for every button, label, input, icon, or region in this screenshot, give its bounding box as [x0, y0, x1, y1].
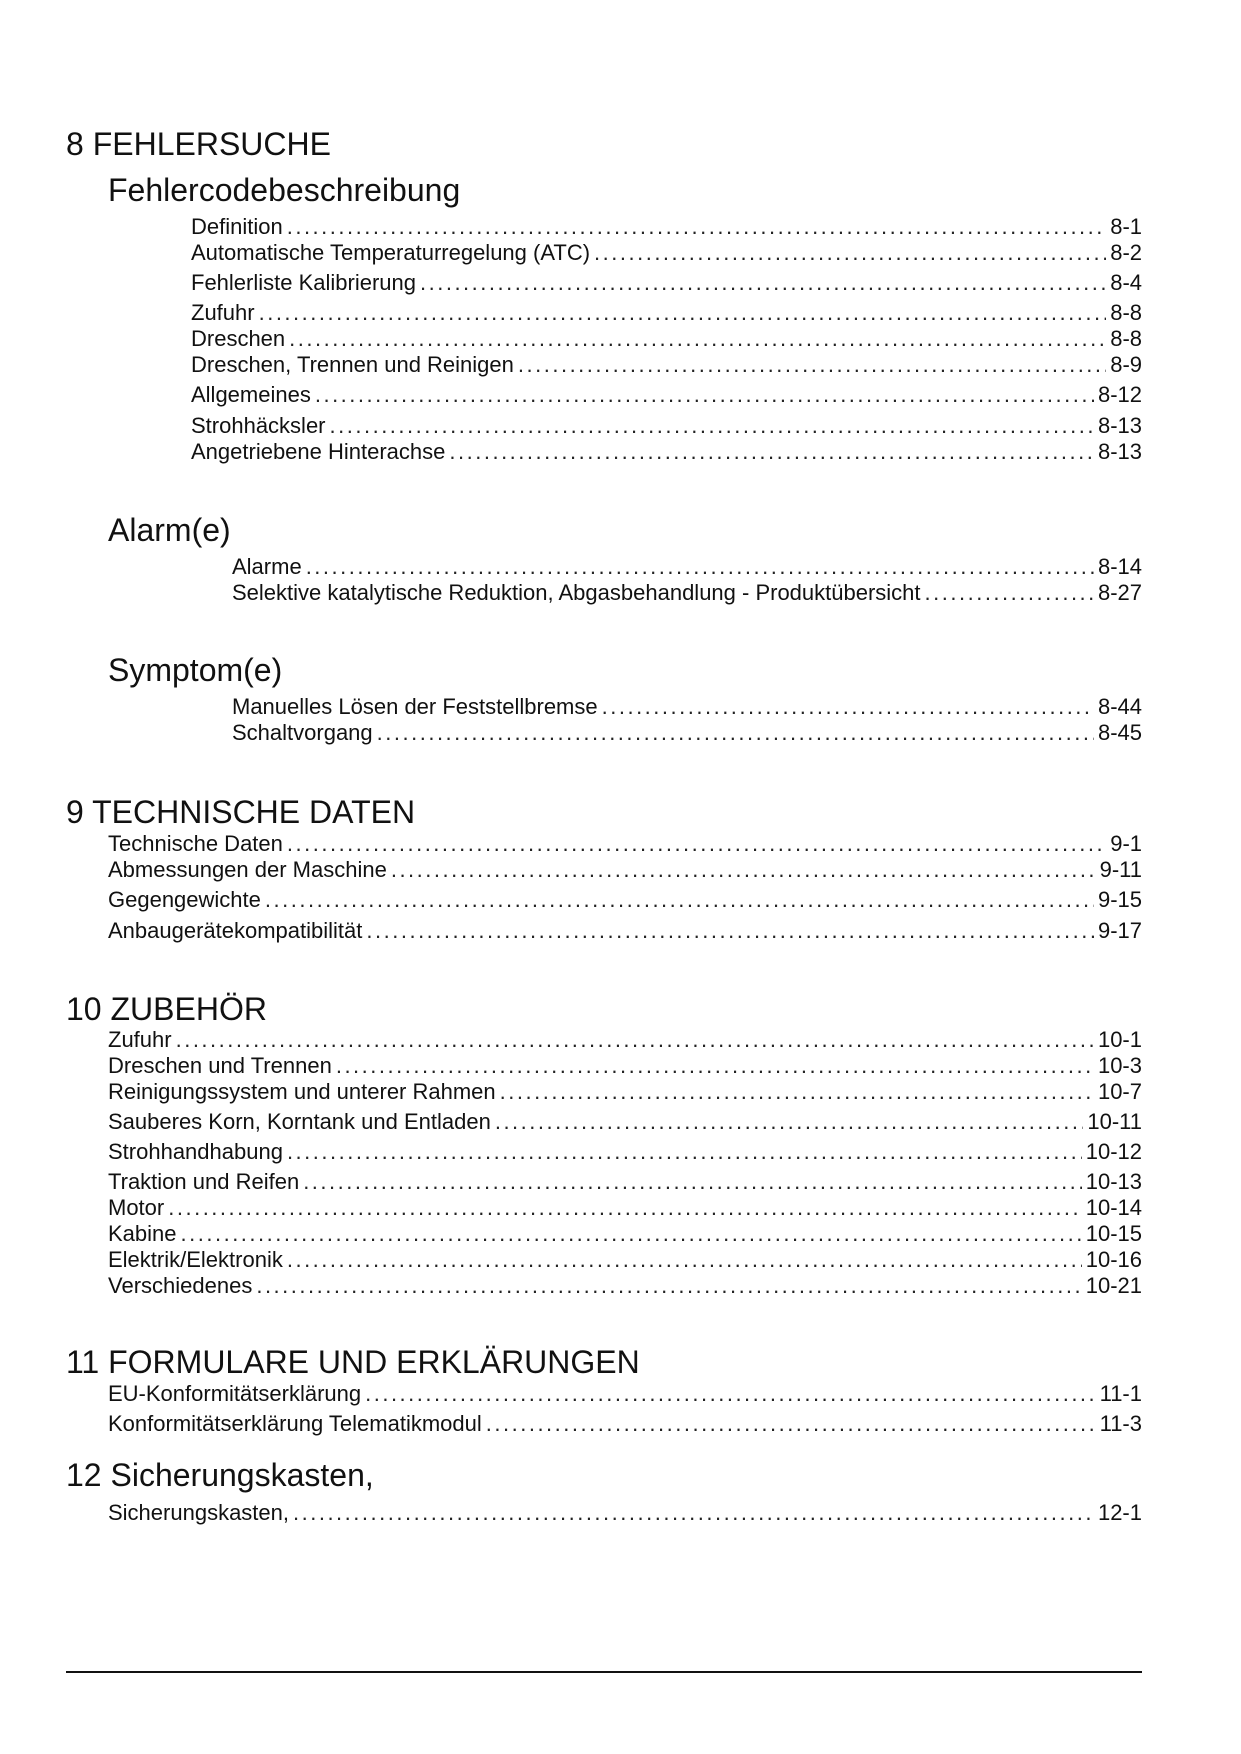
footer-rule	[66, 1671, 1142, 1673]
toc-entry-label: Verschiedenes	[108, 1273, 253, 1298]
toc-entry[interactable]	[108, 1109, 1142, 1135]
toc-entry[interactable]	[191, 214, 1142, 240]
toc-entry[interactable]	[191, 439, 1142, 465]
toc-entry-page: 10-14	[1085, 1195, 1142, 1220]
section-fehlercodebeschreibung-heading: Fehlercodebeschreibung	[108, 172, 461, 208]
toc-entry-label: Angetriebene Hinterachse	[191, 439, 446, 464]
toc-entry-page: 8-8	[1110, 300, 1142, 325]
toc-entry-label: Sicherungskasten,	[108, 1500, 289, 1525]
dot-leader	[176, 1027, 1094, 1053]
dot-leader	[259, 300, 1107, 326]
dot-leader	[303, 1169, 1082, 1195]
toc-entry[interactable]	[191, 352, 1142, 378]
toc-entry-label: Konformitätserklärung Telematikmodul	[108, 1411, 482, 1436]
toc-entry-label: Zufuhr	[108, 1027, 172, 1052]
toc-entry-label: Manuelles Lösen der Feststellbremse	[232, 694, 598, 719]
dot-leader	[365, 1381, 1095, 1407]
section-alarme-heading: Alarm(e)	[108, 512, 231, 548]
toc-entry[interactable]	[108, 1381, 1142, 1407]
toc-entry[interactable]	[232, 720, 1142, 746]
toc-entry-label: Kabine	[108, 1221, 177, 1246]
toc-entry[interactable]	[191, 300, 1142, 326]
toc-entry[interactable]	[191, 326, 1142, 352]
toc-entry[interactable]	[191, 413, 1142, 439]
dot-leader	[500, 1079, 1094, 1105]
toc-entry-page: 11-3	[1099, 1411, 1142, 1436]
toc-entry-label: Anbaugerätekompatibilität	[108, 918, 363, 943]
toc-entry-label: EU-Konformitätserklärung	[108, 1381, 362, 1406]
toc-entry-label: Sauberes Korn, Korntank und Entladen	[108, 1109, 491, 1134]
toc-entry[interactable]	[108, 918, 1142, 944]
dot-leader	[287, 214, 1106, 240]
toc-entry[interactable]	[108, 1247, 1142, 1273]
dot-leader	[265, 887, 1094, 913]
toc-entry[interactable]	[108, 831, 1142, 857]
toc-entry[interactable]	[108, 1500, 1142, 1526]
toc-entry-page: 10-7	[1097, 1079, 1142, 1104]
toc-entry[interactable]	[232, 694, 1142, 720]
toc-entry-page: 10-21	[1085, 1273, 1142, 1298]
toc-entry[interactable]	[108, 1027, 1142, 1053]
toc-entry[interactable]	[108, 857, 1142, 883]
toc-entry[interactable]	[108, 1195, 1142, 1221]
toc-entry-label: Traktion und Reifen	[108, 1169, 300, 1194]
toc-entry-label: Technische Daten	[108, 831, 283, 856]
toc-entry[interactable]	[232, 580, 1142, 606]
dot-leader	[287, 831, 1106, 857]
toc-entry-label: Motor	[108, 1195, 165, 1220]
dot-leader	[330, 413, 1094, 439]
chapter-11-heading: 11 FORMULARE UND ERKLÄRUNGEN	[66, 1344, 640, 1380]
dot-leader	[449, 439, 1094, 465]
dot-leader	[495, 1109, 1084, 1135]
toc-entry[interactable]	[108, 1139, 1142, 1165]
toc-entry[interactable]	[108, 1169, 1142, 1195]
toc-entry-label: Allgemeines	[191, 382, 311, 407]
toc-entry-label: Abmessungen der Maschine	[108, 857, 387, 882]
dot-leader	[602, 694, 1094, 720]
dot-leader	[366, 918, 1094, 944]
toc-entry[interactable]	[191, 240, 1142, 266]
toc-entry-page: 8-45	[1097, 720, 1142, 745]
toc-entry[interactable]	[108, 1273, 1142, 1299]
toc-entry-page: 8-27	[1097, 580, 1142, 605]
toc-entry-page: 8-8	[1110, 326, 1142, 351]
dot-leader	[377, 720, 1094, 746]
toc-entry-page: 10-13	[1085, 1169, 1142, 1194]
dot-leader	[315, 382, 1094, 408]
dot-leader	[518, 352, 1106, 378]
section-symptome-heading: Symptom(e)	[108, 652, 283, 688]
chapter-9-heading: 9 TECHNISCHE DATEN	[66, 794, 416, 830]
dot-leader	[925, 580, 1094, 606]
dot-leader	[168, 1195, 1081, 1221]
toc-entry-label: Selektive katalytische Reduktion, Abgasbehandlung - Produktübersicht	[232, 580, 921, 605]
dot-leader	[420, 270, 1106, 296]
toc-entry-page: 11-1	[1099, 1381, 1142, 1406]
toc-entry-page: 12-1	[1097, 1500, 1142, 1525]
dot-leader	[287, 1247, 1082, 1273]
toc-entry-label: Elektrik/Elektronik	[108, 1247, 283, 1272]
toc-entry-label: Dreschen und Trennen	[108, 1053, 332, 1078]
toc-entry[interactable]	[108, 1053, 1142, 1079]
toc-entry-page: 9-11	[1099, 857, 1142, 882]
toc-entry-label: Gegengewichte	[108, 887, 261, 912]
toc-entry-label: Strohhäcksler	[191, 413, 326, 438]
toc-entry[interactable]	[191, 270, 1142, 296]
dot-leader	[391, 857, 1096, 883]
dot-leader	[486, 1411, 1096, 1437]
toc-entry-label: Zufuhr	[191, 300, 255, 325]
toc-entry-page: 10-16	[1085, 1247, 1142, 1272]
toc-entry-page: 9-15	[1097, 887, 1142, 912]
toc-entry-page: 10-1	[1097, 1027, 1142, 1052]
toc-entry-label: Dreschen, Trennen und Reinigen	[191, 352, 514, 377]
toc-entry-label: Reinigungssystem und unterer Rahmen	[108, 1079, 496, 1104]
toc-entry-page: 8-13	[1097, 439, 1142, 464]
toc-entry-page: 8-44	[1097, 694, 1142, 719]
toc-entry-page: 8-13	[1097, 413, 1142, 438]
chapter-12-heading: 12 Sicherungskasten,	[66, 1457, 374, 1493]
toc-entry[interactable]	[232, 554, 1142, 580]
dot-leader	[306, 554, 1094, 580]
toc-entry-page: 9-17	[1097, 918, 1142, 943]
toc-entry-page: 8-14	[1097, 554, 1142, 579]
toc-entry-page: 10-12	[1085, 1139, 1142, 1164]
toc-entry-label: Definition	[191, 214, 283, 239]
toc-entry-page: 10-3	[1097, 1053, 1142, 1078]
dot-leader	[289, 326, 1106, 352]
dot-leader	[336, 1053, 1094, 1079]
toc-entry-page: 8-4	[1110, 270, 1142, 295]
dot-leader	[287, 1139, 1082, 1165]
toc-entry-label: Fehlerliste Kalibrierung	[191, 270, 416, 295]
toc-entry-label: Dreschen	[191, 326, 286, 351]
chapter-8-heading: 8 FEHLERSUCHE	[66, 126, 331, 162]
toc-entry-label: Schaltvorgang	[232, 720, 373, 745]
toc-entry-page: 10-15	[1085, 1221, 1142, 1246]
toc-entry-page: 10-11	[1087, 1109, 1142, 1134]
toc-entry[interactable]	[108, 1221, 1142, 1247]
toc-entry-page: 8-2	[1110, 240, 1142, 265]
dot-leader	[293, 1500, 1094, 1526]
toc-entry[interactable]	[108, 1411, 1142, 1437]
dot-leader	[594, 240, 1106, 266]
toc-entry[interactable]	[108, 887, 1142, 913]
dot-leader	[256, 1273, 1081, 1299]
toc-entry-label: Strohhandhabung	[108, 1139, 283, 1164]
chapter-10-heading: 10 ZUBEHÖR	[66, 991, 267, 1027]
toc-entry-page: 8-12	[1097, 382, 1142, 407]
dot-leader	[181, 1221, 1082, 1247]
toc-entry-page: 8-9	[1110, 352, 1142, 377]
toc-entry[interactable]	[108, 1079, 1142, 1105]
toc-entry-label: Automatische Temperaturregelung (ATC)	[191, 240, 591, 265]
toc-entry[interactable]	[191, 382, 1142, 408]
toc-entry-page: 8-1	[1110, 214, 1142, 239]
toc-entry-page: 9-1	[1110, 831, 1142, 856]
toc-entry-label: Alarme	[232, 554, 302, 579]
